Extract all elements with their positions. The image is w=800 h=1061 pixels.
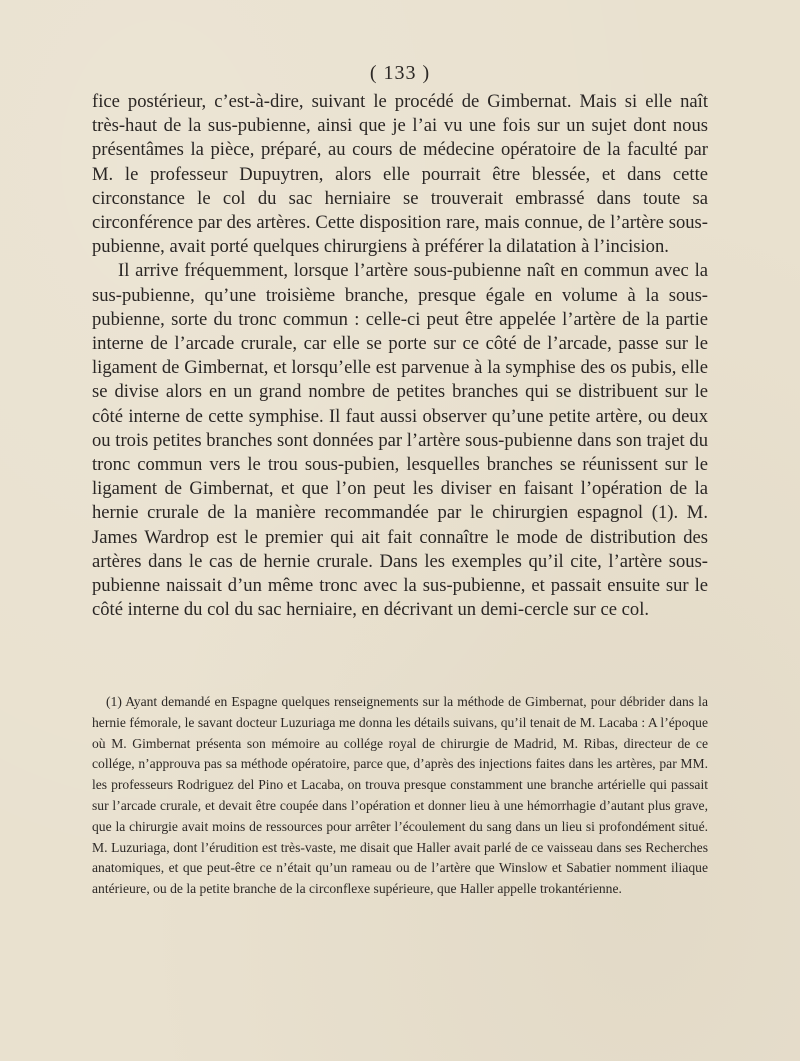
body-paragraph: Il arrive fréquemment, lorsque l’artère sous-pubienne naît en commun avec la sus-pubienne, qu’une troisième branche, presque égale en volume à la sous-pubienne, sorte du tronc commun : celle-ci peut être appelée l’artère de la partie interne de l’arcade crurale, car elle se porte sur ce côté de l’arcade, passe sur le ligament de Gimbernat, et lorsqu’elle est parvenue à la symphise des os pubis, elle se divise alors en un grand nombre de petites branches qui se distribuent sur le côté interne de cette symphise. Il faut aussi observer qu’une petite artère, ou deux ou trois petites branches sont données par l’artère sous-pubienne dans son trajet du tronc commun vers le trou sous-pubien, lesquelles branches se réunissent sur le ligament de Gimbernat, et que l’on peut les diviser en faisant l’opération de la hernie crurale de la manière recommandée par le chirurgien espagnol (1). M. James Wardrop est le premier qui ait fait connaître le mode de distribution des artères dans le cas de hernie crurale. Dans les exemples qu’il cite, l’artère sous-pubienne naissait d’un même tronc avec la sus-pubienne, et passait ensuite sur le côté interne du col du sac herniaire, en décrivant un demi-cercle sur ce col. [92, 260, 708, 621]
body-text [92, 90, 708, 622]
footnote: (1) Ayant demandé en Espagne quelques renseignements sur la méthode de Gimbernat, pour débrider dans la hernie fémorale, le savant docteur Luzuriaga me donna les détails suivans, qu’il tenait de M. Lacaba : A l’époque où M. Gimbernat présenta son mémoire au collége royal de chirurgie de Madrid, M. Ribas, directeur de ce collége, n’approuva pas sa méthode opératoire, parce que, d’après des injections faites dans les artères, par MM. les professeurs Rodriguez del Pino et Lacaba, on trouva presque constamment une branche artérielle qui passait sur l’arcade crurale, et devait être coupée dans l’opération et donner lieu à une hémorrhagie d’autant plus grave, que la chirurgie avait moins de ressources pour arrêter l’écoulement du sang dans un lieu si profondément situé. M. Luzuriaga, dont l’érudition est très-vaste, me disait que Haller avait parlé de ce vaisseau dans ses Recherches anatomiques, et que peut-être ce n’était qu’un rameau ou de l’artère que Winslow et Sabatier nomment iliaque antérieure, ou de la petite branche de la circonflexe supérieure, que Haller appelle trokantérienne. [92, 694, 708, 897]
footnotes [92, 692, 708, 900]
page-number: ( 133 ) [369, 62, 431, 84]
body-paragraph-continued: fice postérieur, c’est-à-dire, suivant le procédé de Gimbernat. Mais si elle naît très-haut de la sus-pubienne, ainsi que je l’ai vu une fois sur un sujet dont nous présentâmes la pièce, préparé, au cours de médecine opératoire de la faculté par M. le professeur Dupuytren, alors elle pourrait être blessée, et dans cette circonstance le col du sac herniaire se trouverait embrassé dans toute sa circonférence par des artères. Cette disposition rare, mais connue, de l’artère sous-pubienne, avait porté quelques chirurgiens à préférer la dilatation à l’incision. [92, 91, 708, 258]
